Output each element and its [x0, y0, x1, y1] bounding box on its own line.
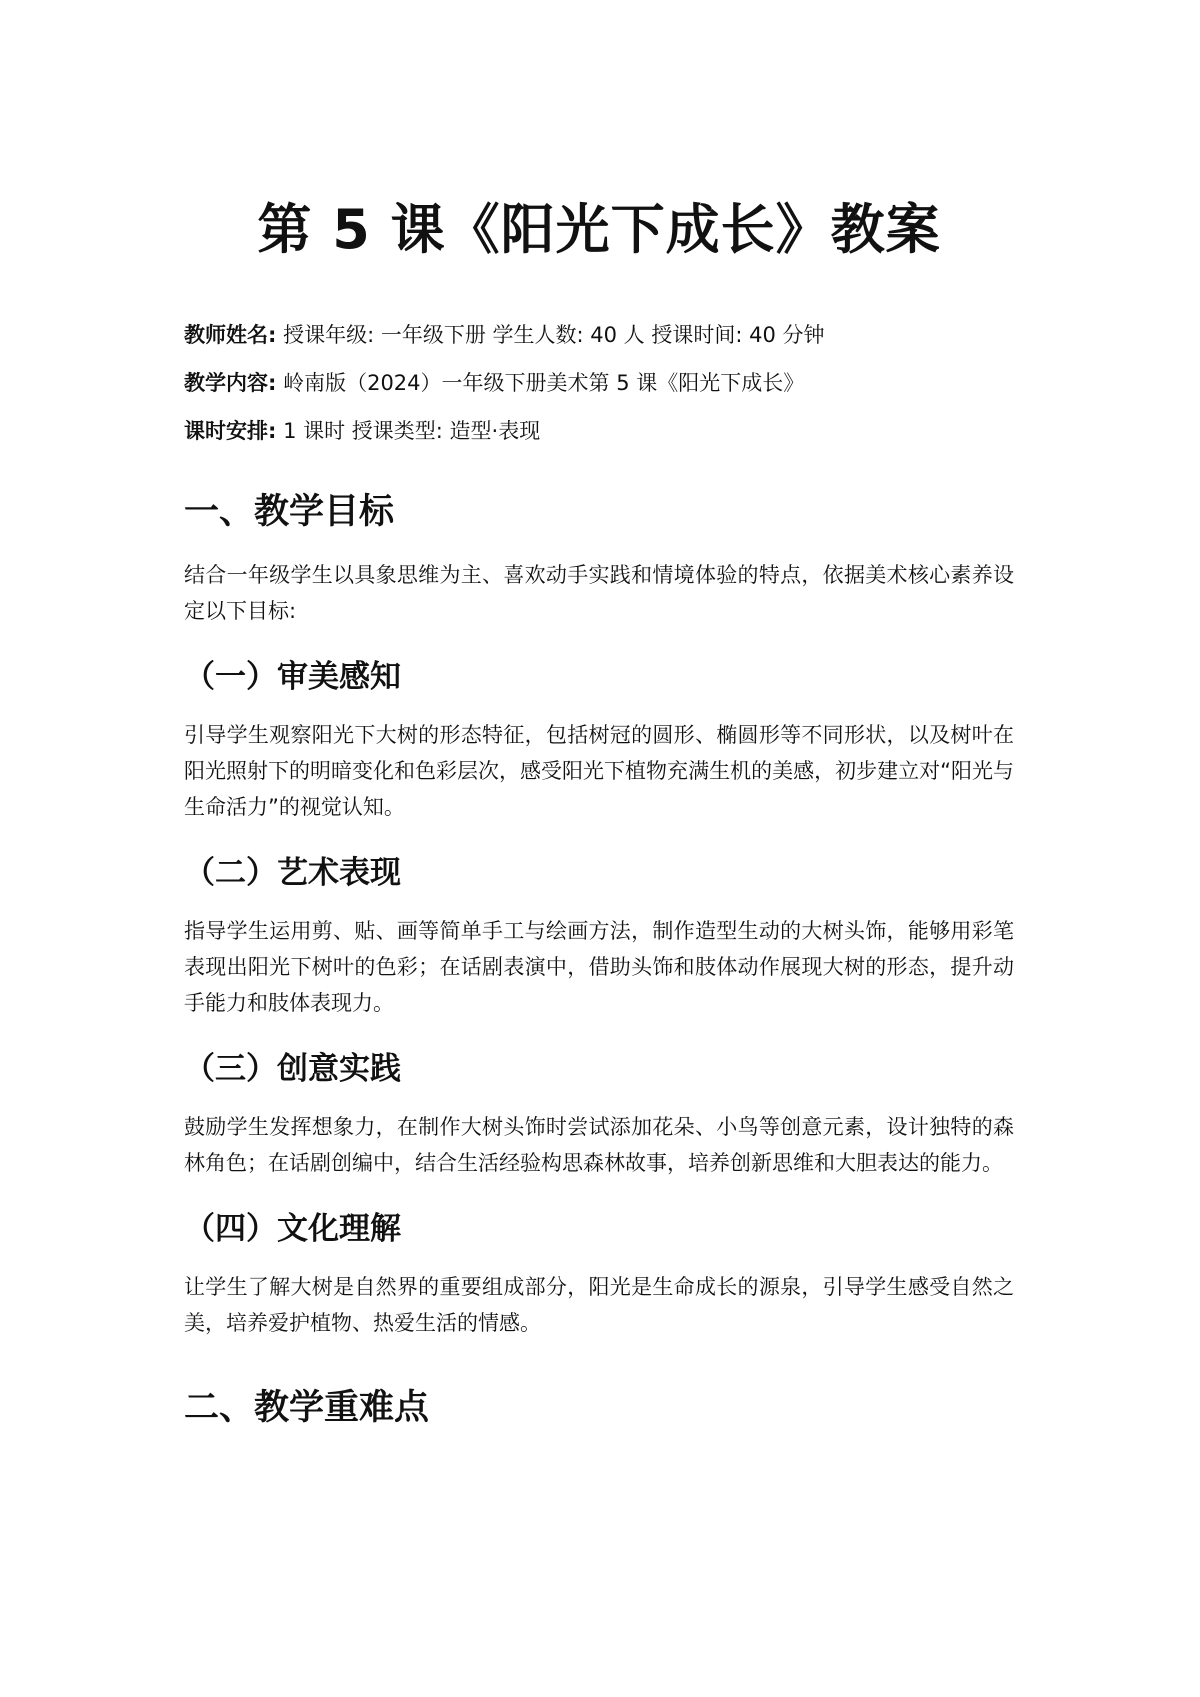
- meta-label: 教学内容:: [184, 371, 277, 395]
- meta-label: 课时安排:: [184, 419, 277, 443]
- subsection-paragraph-expression: 指导学生运用剪、贴、画等简单手工与绘画方法，制作造型生动的大树头饰，能够用彩笔表现出阳光下树叶的色彩；在话剧表演中，借助头饰和肢体动作展现大树的形态，提升动手能力和肢体表现力。: [184, 919, 1014, 1015]
- subsection-heading-creative: （三）创意实践: [184, 1051, 401, 1087]
- subsection-heading-culture: （四）文化理解: [184, 1211, 401, 1247]
- section-intro-paragraph: 结合一年级学生以具象思维为主、喜欢动手实践和情境体验的特点，依据美术核心素养设定以下目标:: [184, 563, 1014, 623]
- subsection-heading-aesthetic: （一）审美感知: [184, 659, 401, 695]
- meta-value: 授课年级: 一年级下册 学生人数: 40 人 授课时间: 40 分钟: [276, 323, 825, 347]
- subsection-paragraph-aesthetic: 引导学生观察阳光下大树的形态特征，包括树冠的圆形、椭圆形等不同形状，以及树叶在阳光照射下的明暗变化和色彩层次，感受阳光下植物充满生机的美感，初步建立对“阳光与生命活力”的视觉认知。: [184, 723, 1014, 819]
- subsection-paragraph-creative: 鼓励学生发挥想象力，在制作大树头饰时尝试添加花朵、小鸟等创意元素，设计独特的森林角色；在话剧创编中，结合生活经验构思森林故事，培养创新思维和大胆表达的能力。: [184, 1115, 1014, 1175]
- meta-value: 岭南版（2024）一年级下册美术第 5 课《阳光下成长》: [276, 371, 805, 395]
- meta-line-schedule: [184, 417, 1014, 445]
- document-title: 第 5 课《阳光下成长》教案: [257, 198, 941, 261]
- meta-line-content: [184, 369, 1014, 397]
- meta-line-teacher: [184, 321, 1014, 349]
- lesson-meta: [184, 321, 1014, 445]
- subsection-paragraph-culture: 让学生了解大树是自然界的重要组成部分，阳光是生命成长的源泉，引导学生感受自然之美，培养爱护植物、热爱生活的情感。: [184, 1275, 1014, 1335]
- section-heading-objectives: 一、教学目标: [184, 492, 395, 532]
- meta-value: 1 课时 授课类型: 造型·表现: [276, 419, 541, 443]
- meta-label: 教师姓名:: [184, 323, 277, 347]
- subsection-heading-expression: （二）艺术表现: [184, 855, 401, 891]
- section-heading-key-points: 二、教学重难点: [184, 1388, 430, 1428]
- document-content: [184, 195, 1014, 1431]
